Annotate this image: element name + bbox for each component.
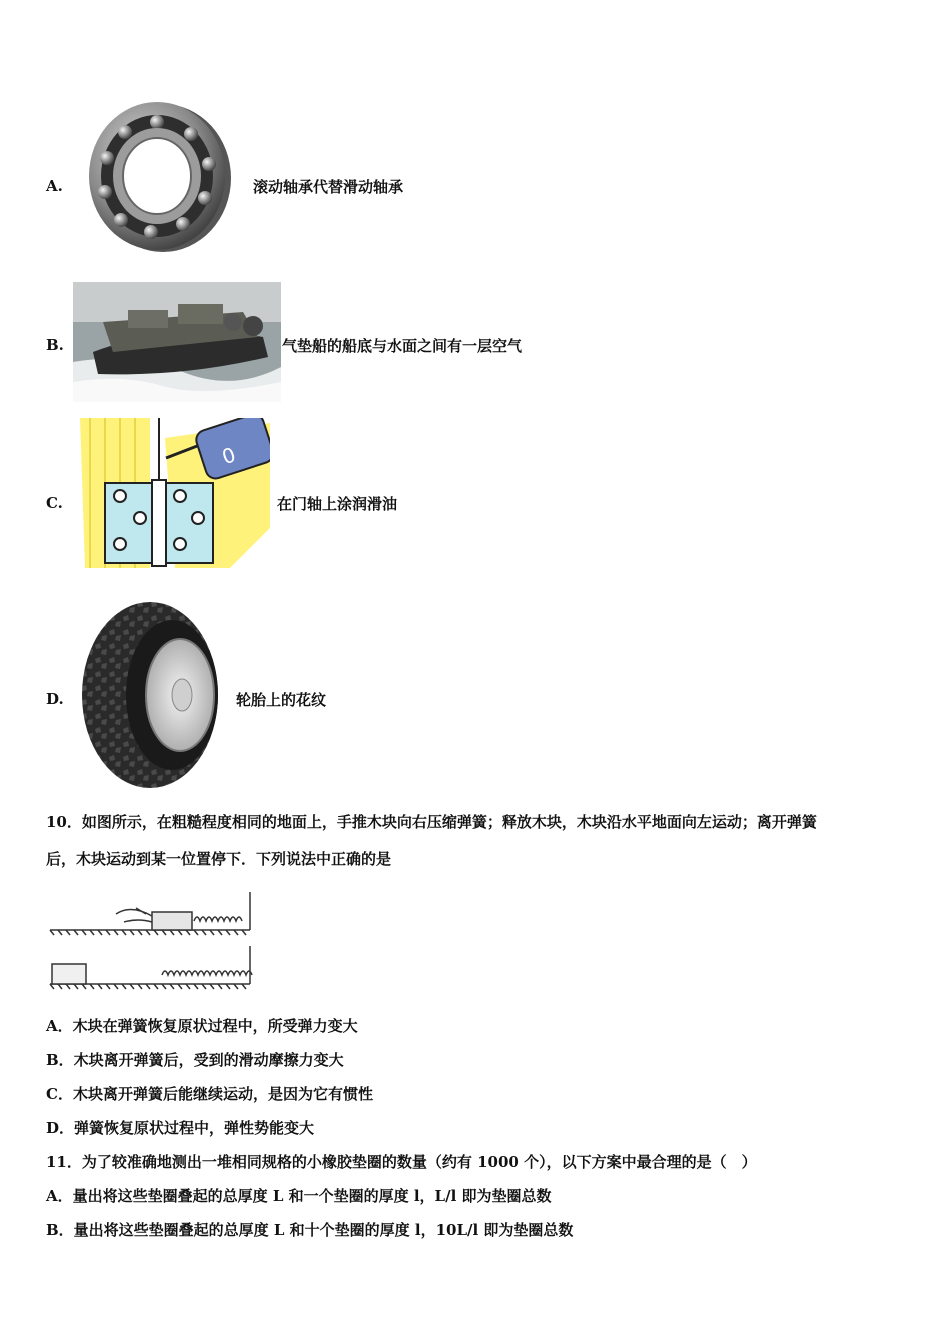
option-a-label: A. [46,177,63,195]
spring-block-diagram [46,886,258,992]
q10-stem-line1: 10．如图所示，在粗糙程度相同的地面上，手推木块向右压缩弹簧；释放木块，木块沿水平地面向左运动；离开弹簧 [46,813,817,831]
ball-bearing-image [73,98,233,256]
q11-stem: 11．为了较准确地测出一堆相同规格的小橡胶垫圈的数量（约有 1000 个），以下方案中最合理的是（ ） [46,1153,757,1171]
q10-stem-line2: 后，木块运动到某一位置停下．下列说法中正确的是 [46,850,392,868]
option-b-label: B. [46,336,64,354]
option-b-text: 气垫船的船底与水面之间有一层空气 [282,337,523,355]
door-hinge-oil-image [80,418,270,568]
tire-tread-image [80,600,222,790]
option-a-text: 滚动轴承代替滑动轴承 [253,178,404,196]
option-c-text: 在门轴上涂润滑油 [277,495,398,513]
option-d-text: 轮胎上的花纹 [236,691,327,709]
q10-option-b: B．木块离开弹簧后，受到的滑动摩擦力变大 [46,1051,344,1069]
q10-option-c: C．木块离开弹簧后能继续运动，是因为它有惯性 [46,1085,373,1103]
svg-text:0: 0 [218,442,239,470]
q11-option-b: B．量出将这些垫圈叠起的总厚度 L 和十个垫圈的厚度 l，10L/l 即为垫圈总数 [46,1221,574,1239]
q10-option-d: D．弹簧恢复原状过程中，弹性势能变大 [46,1119,315,1137]
q11-option-a: A．量出将这些垫圈叠起的总厚度 L 和一个垫圈的厚度 l，L/l 即为垫圈总数 [46,1187,552,1205]
hovercraft-image [73,282,281,402]
q10-option-a: A．木块在弹簧恢复原状过程中，所受弹力变大 [46,1017,358,1035]
option-d-label: D. [46,690,64,708]
option-c-label: C. [46,494,63,512]
